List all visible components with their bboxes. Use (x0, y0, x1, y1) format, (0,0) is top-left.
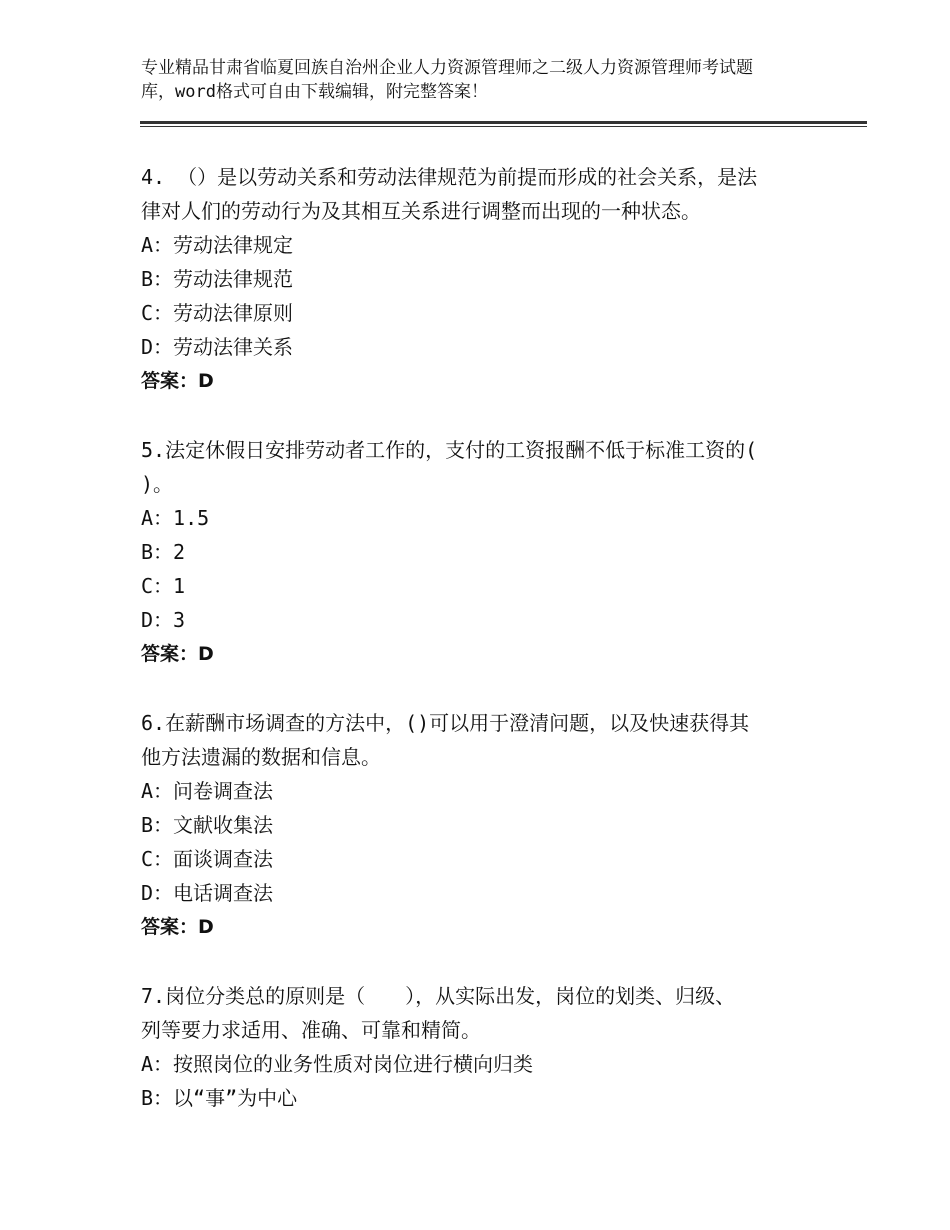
question-4 (141, 160, 821, 398)
option-a: A：按照岗位的业务性质对岗位进行横向归类 (141, 1052, 534, 1076)
option-b: B：文献收集法 (141, 813, 274, 837)
header-divider-thick (140, 121, 867, 124)
option-d: D：电话调查法 (141, 881, 274, 905)
option-b: B：劳动法律规范 (141, 267, 294, 291)
question-stem (141, 706, 821, 774)
question-stem-line: 列等要力求适用、准确、可靠和精简。 (141, 1018, 481, 1042)
option-c: C：1 (141, 574, 186, 598)
question-stem (141, 979, 821, 1047)
header-divider-thin (140, 126, 867, 127)
option-c: C：劳动法律原则 (141, 301, 294, 325)
question-stem-line: 7.岗位分类总的原则是（ ），从实际出发，岗位的划类、归级、 (141, 984, 736, 1008)
option-d: D：劳动法律关系 (141, 335, 294, 359)
option-a: A：问卷调查法 (141, 779, 274, 803)
document-header (141, 56, 831, 104)
option-c: C：面谈调查法 (141, 847, 274, 871)
question-stem-line: 他方法遗漏的数据和信息。 (141, 745, 381, 769)
option-a: A：劳动法律规定 (141, 233, 294, 257)
answer-label: 答案：D (141, 370, 214, 392)
answer-label: 答案：D (141, 916, 214, 938)
option-b: B：以“事”为中心 (141, 1086, 298, 1110)
question-stem (141, 160, 821, 228)
header-title-line-1: 专业精品甘肃省临夏回族自治州企业人力资源管理师之二级人力资源管理师考试题 (141, 58, 753, 78)
question-stem-line: 6.在薪酬市场调查的方法中，()可以用于澄清问题，以及快速获得其 (141, 711, 750, 735)
question-7 (141, 979, 821, 1115)
question-stem-line: 5.法定休假日安排劳动者工作的，支付的工资报酬不低于标准工资的( (141, 438, 758, 462)
question-5 (141, 433, 821, 671)
option-b: B：2 (141, 540, 186, 564)
question-stem (141, 433, 821, 501)
answer-label: 答案：D (141, 643, 214, 665)
header-title-line-2: 库，word格式可自由下载编辑，附完整答案！ (141, 82, 488, 102)
question-stem-line: 律对人们的劳动行为及其相互关系进行调整而出现的一种状态。 (141, 199, 701, 223)
question-6 (141, 706, 821, 944)
question-stem-line: )。 (141, 472, 174, 496)
question-stem-line: 4. （）是以劳动关系和劳动法律规范为前提而形成的社会关系，是法 (141, 165, 758, 189)
option-d: D：3 (141, 608, 186, 632)
option-a: A：1.5 (141, 506, 210, 530)
